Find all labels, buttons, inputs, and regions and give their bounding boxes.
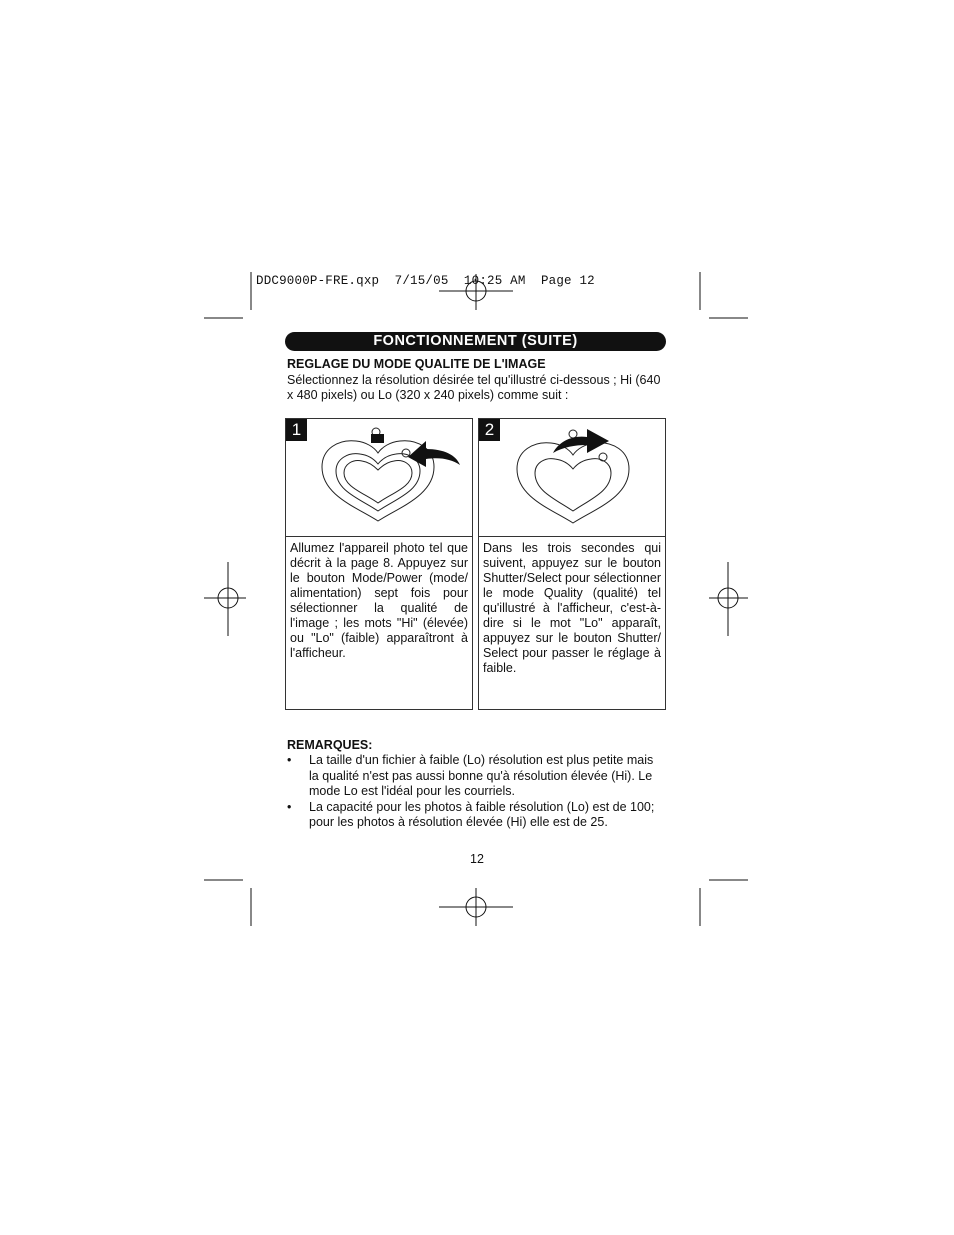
- step-1-text: Allumez l'appareil photo tel que décrit à la page 8. Appuyez sur le bouton Mode/Power (mode/ alimentation) sept fois pour sélectionner la qualité de l'image ; les mots "Hi" (élevée) ou "Lo" (faible) apparaîtront à l'afficheur.: [290, 541, 468, 660]
- section-title: FONCTIONNEMENT (SUITE): [285, 332, 666, 351]
- heart-camera-icon: [286, 419, 472, 536]
- list-item: [287, 800, 659, 831]
- page-number: 12: [470, 852, 484, 866]
- step-2-illustration: [479, 419, 665, 537]
- step-number-1: 1: [286, 419, 307, 441]
- bullet-icon: •: [287, 799, 292, 814]
- step-panel-2: [478, 418, 666, 710]
- heart-camera-icon: [479, 419, 665, 536]
- step-number-2: 2: [479, 419, 500, 441]
- list-item: [287, 753, 659, 800]
- curved-arrow-right-icon: [553, 429, 609, 453]
- notes-list: [287, 753, 659, 831]
- file-slug-line: DDC9000P-FRE.qxp 7/15/05 10:25 AM Page 12: [256, 274, 595, 288]
- subsection-heading: REGLAGE DU MODE QUALITE DE L'IMAGE: [287, 357, 546, 371]
- step-panel-1: [285, 418, 473, 710]
- intro-paragraph: Sélectionnez la résolution désirée tel qu'illustré ci-dessous ; Hi (640 x 480 pixels) ou Lo (320 x 240 pixels) comme suit :: [287, 373, 661, 402]
- step-2-text: Dans les trois secondes qui suivent, appuyez sur le bouton Shutter/Select pour sélectionner le mode Quality (qualité) tel qu'illustré à l'afficheur, c'est-à-dire si le mot "Lo" apparaît, appuyez sur le bouton Shutter/ Select pour passer le réglage à faible.: [483, 541, 661, 675]
- note-text: La capacité pour les photos à faible résolution (Lo) est de 100; pour les photos à résolution élevée (Hi) elle est de 25.: [309, 799, 655, 829]
- bullet-icon: •: [287, 753, 292, 767]
- notes-heading: REMARQUES:: [287, 738, 373, 752]
- note-text: La taille d'un fichier à faible (Lo) résolution est plus petite mais la qualité n'est pas aussi bonne qu'à résolution élevée (Hi). Le mode Lo est l'idéal pour les courriels.: [309, 753, 654, 798]
- step-1-illustration: [286, 419, 472, 537]
